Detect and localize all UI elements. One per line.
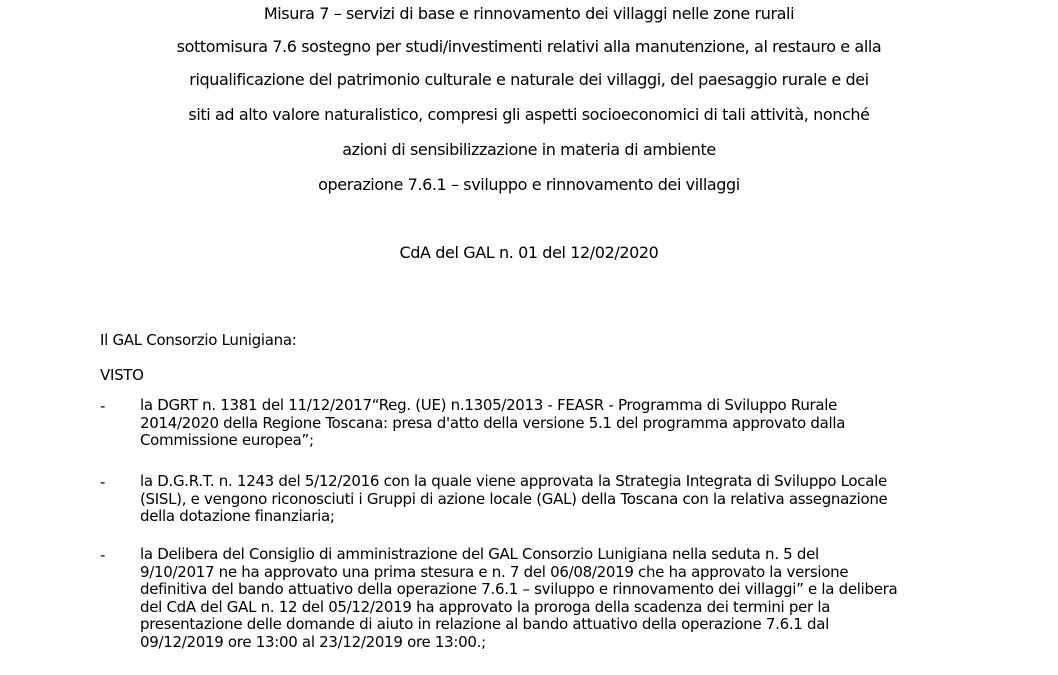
intro-text: Il GAL Consorzio Lunigiana: — [100, 331, 297, 349]
bullet-dash: - — [100, 397, 106, 415]
bullet-dash: - — [100, 473, 106, 491]
list-item-line: presentazione delle domande di aiuto in relazione al bando attuativo della operazione 7.6.1 dal — [140, 615, 829, 633]
heading-line-awareness: azioni di sensibilizzazione in materia di ambiente — [342, 140, 716, 159]
list-item-line: la DGRT n. 1381 del 11/12/2017“Reg. (UE) n.1305/2013 - FEASR - Programma di Sviluppo Rurale — [140, 396, 838, 414]
bullet-dash: - — [100, 546, 106, 564]
heading-line-sites: siti ad alto valore naturalistico, compresi gli aspetti socioeconomici di tali attività, nonché — [188, 105, 870, 124]
list-item-line: 2014/2020 della Regione Toscana: presa d'atto della versione 5.1 del programma approvato dalla — [140, 413, 846, 432]
list-item-line: (SISL), e vengono riconosciuti i Gruppi di azione locale (GAL) della Toscana con la relativa assegnazione — [140, 489, 888, 508]
list-item-line: della dotazione finanziaria; — [140, 507, 335, 525]
heading-line-measure: Misura 7 – servizi di base e rinnovamento dei villaggi nelle zone rurali — [263, 4, 795, 23]
list-item-line: del CdA del GAL n. 12 del 05/12/2019 ha approvato la proroga della scadenza dei termini per la — [140, 597, 831, 616]
list-item-line: la D.G.R.T. n. 1243 del 5/12/2016 con la quale viene approvata la Strategia Integrata di Sviluppo Locale — [140, 472, 887, 490]
heading-line-requalification: riqualificazione del patrimonio culturale e naturale dei villaggi, del paesaggio rurale e dei — [189, 70, 869, 89]
list-item-line: 09/12/2019 ore 13:00 al 23/12/2019 ore 13:00.; — [140, 632, 486, 651]
heading-line-operation: operazione 7.6.1 – sviluppo e rinnovamento dei villaggi — [318, 175, 740, 194]
cda-reference: CdA del GAL n. 01 del 12/02/2020 — [399, 243, 659, 262]
list-item-line: la Delibera del Consiglio di amministrazione del GAL Consorzio Lunigiana nella seduta n. 5 del — [140, 545, 819, 563]
list-item-line: Commissione europea”; — [140, 431, 314, 449]
heading-line-submeasure: sottomisura 7.6 sostegno per studi/investimenti relativi alla manutenzione, al restauro e alla — [176, 37, 882, 56]
list-item-line: 9/10/2017 ne ha approvato una prima stesura e n. 7 del 06/08/2019 che ha approvato la versione — [140, 562, 849, 581]
list-item-line: definitiva del bando attuativo della operazione 7.6.1 – sviluppo e rinnovamento dei villaggi” e la delibera — [140, 580, 898, 598]
visto-heading: VISTO — [100, 366, 144, 384]
